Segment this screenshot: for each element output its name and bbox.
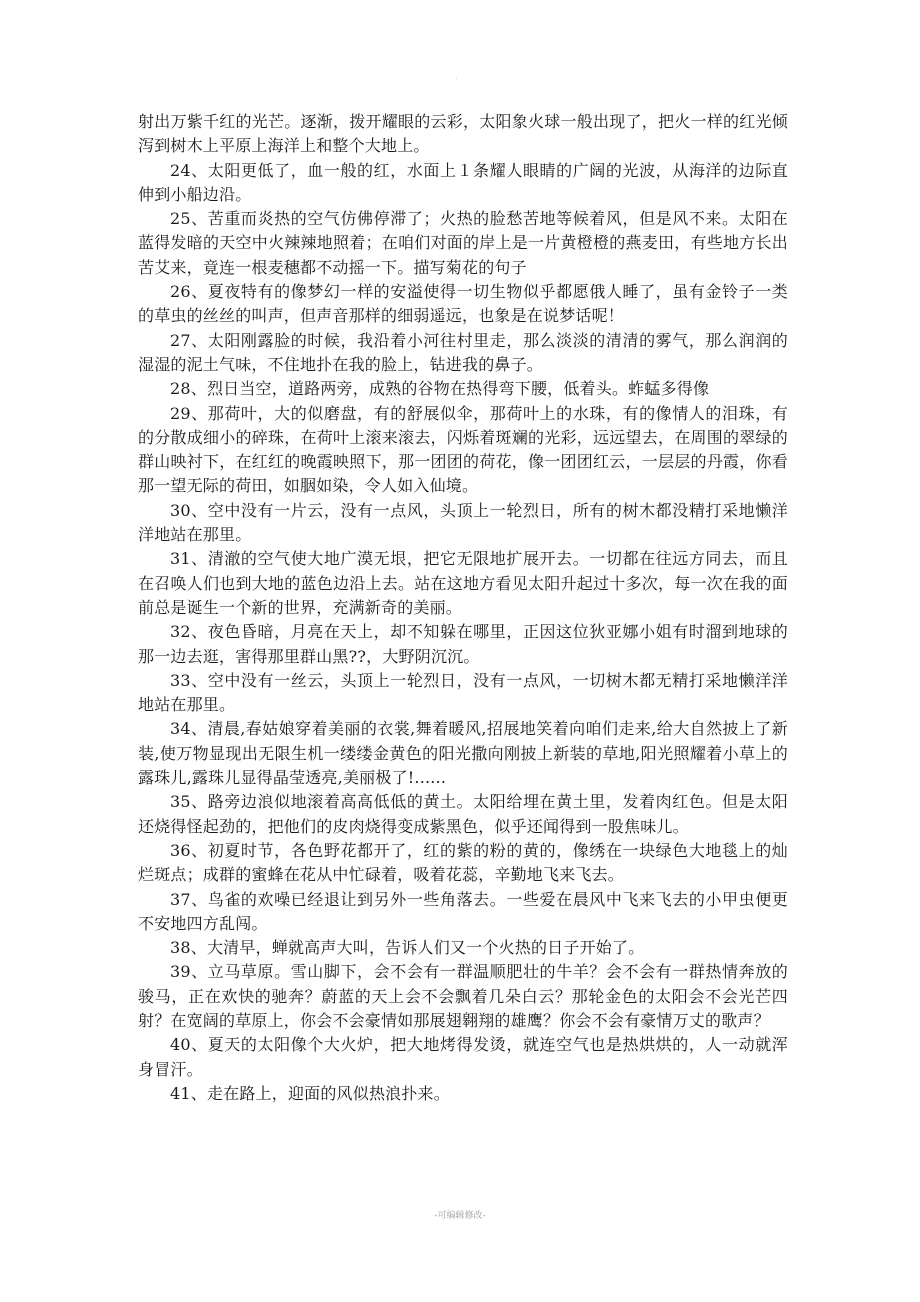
paragraph-27: 27、太阳刚露脸的时候，我沿着小河往村里走，那么淡淡的清清的雾气，那么润润的湿湿的泥土气味，不住地扑在我的脸上，钻进我的鼻子。	[138, 330, 788, 374]
paragraph-32: 32、夜色昏暗，月亮在天上，却不知躲在哪里，正因这位狄亚娜小姐有时溜到地球的那一边去逛，害得那里群山黑??，大野阴沉沉。	[138, 622, 788, 666]
paragraph-24: 24、太阳更低了，血一般的红，水面上１条耀人眼睛的广阔的光波，从海洋的边际直伸到小船边沿。	[138, 160, 788, 204]
paragraph-31: 31、清澈的空气使大地广漠无垠，把它无限地扩展开去。一切都在往远方同去，而且在召唤人们也到大地的蓝色边沿上去。站在这地方看见太阳升起过十多次，每一次在我的面前总是诞生一个新的世界，充满新奇的美丽。	[138, 549, 788, 617]
paragraph-37: 37、鸟雀的欢噪已经退让到另外一些角落去。一些爱在晨风中飞来飞去的小甲虫便更不安地四方乱闯。	[138, 889, 788, 933]
paragraph-40: 40、夏天的太阳像个大火炉，把大地烤得发烫，就连空气也是热烘烘的，人一动就浑身冒汗。	[138, 1035, 788, 1079]
paragraph-34: 34、清晨,春姑娘穿着美丽的衣裳,舞着暖风,招展地笑着向咱们走来,给大自然披上了新装,使万物显现出无限生机一缕缕金黄色的阳光撒向刚披上新装的草地,阳光照耀着小草上的露珠儿,露珠儿显得晶莹透亮,美丽极了!......	[138, 719, 788, 788]
paragraph-33: 33、空中没有一丝云，头顶上一轮烈日，没有一点风，一切树木都无精打采地懒洋洋地站在那里。	[138, 670, 788, 715]
paragraph-38: 38、大清早，蝉就高声大叫，告诉人们又一个火热的日子开始了。	[170, 938, 645, 958]
paragraph-25: 25、苦重而炎热的空气仿佛停滞了；火热的脸愁苦地等候着风，但是风不来。太阳在蓝得发暗的天空中火辣辣地照着；在咱们对面的岸上是一片黄橙橙的燕麦田，有些地方长出苦艾来，竟连一根麦穗都不动摇一下。描写菊花的句子	[138, 209, 788, 277]
header-mark: .	[455, 72, 458, 81]
paragraph-30: 30、空中没有一片云，没有一点风，头顶上一轮烈日，所有的树木都没精打采地懒洋洋地站在那里。	[138, 500, 788, 545]
paragraph-41: 41、走在路上，迎面的风似热浪扑来。	[170, 1083, 450, 1103]
page-footer: -可编辑修改-	[434, 1211, 486, 1221]
paragraph-36: 36、初夏时节，各色野花都开了，红的紫的粉的黄的，像绣在一块绿色大地毯上的灿烂斑点；成群的蜜蜂在花从中忙碌着，吸着花蕊，辛勤地飞来飞去。	[138, 840, 788, 885]
paragraph-39: 39、立马草原。雪山脚下，会不会有一群温顺肥壮的牛羊？会不会有一群热情奔放的骏马，正在欢快的驰奔？蔚蓝的天上会不会飘着几朵白云？那轮金色的太阳会不会光芒四射？在宽阔的草原上，你会不会豪情如那展翅翱翔的雄鹰？你会不会有豪情万丈的歌声？	[138, 962, 788, 1030]
paragraph-35: 35、路旁边浪似地滚着高高低低的黄土。太阳给埋在黄土里，发着肉红色。但是太阳还烧得怪起劲的，把他们的皮肉烧得变成紫黑色，似乎还闻得到一股焦味儿。	[138, 792, 788, 836]
document-body	[138, 110, 788, 1106]
paragraph-29: 29、那荷叶，大的似磨盘，有的舒展似伞，那荷叶上的水珠，有的像情人的泪珠，有的分散成细小的碎珠，在荷叶上滚来滚去，闪烁着斑斓的光彩，远远望去，在周围的翠绿的群山映衬下，在红红的晚霞映照下，那一团团的荷花，像一团团红云，一层层的丹霞，你看那一望无际的荷田，如胭如染，令人如入仙境。	[138, 403, 788, 496]
paragraph-26: 26、夏夜特有的像梦幻一样的安溢使得一切生物似乎都愿俄人睡了，虽有金铃子一类的草虫的丝丝的叫声，但声音那样的细弱遥远，也象是在说梦话呢！	[138, 282, 788, 326]
paragraph-28: 28、烈日当空，道路两旁，成熟的谷物在热得弯下腰，低着头。蚱蜢多得像	[170, 379, 710, 399]
paragraph-continuation: 射出万紫千红的光芒。逐渐，拨开耀眼的云彩，太阳象火球一般出现了，把火一样的红光倾泻到树木上平原上海洋上和整个大地上。	[138, 112, 788, 156]
